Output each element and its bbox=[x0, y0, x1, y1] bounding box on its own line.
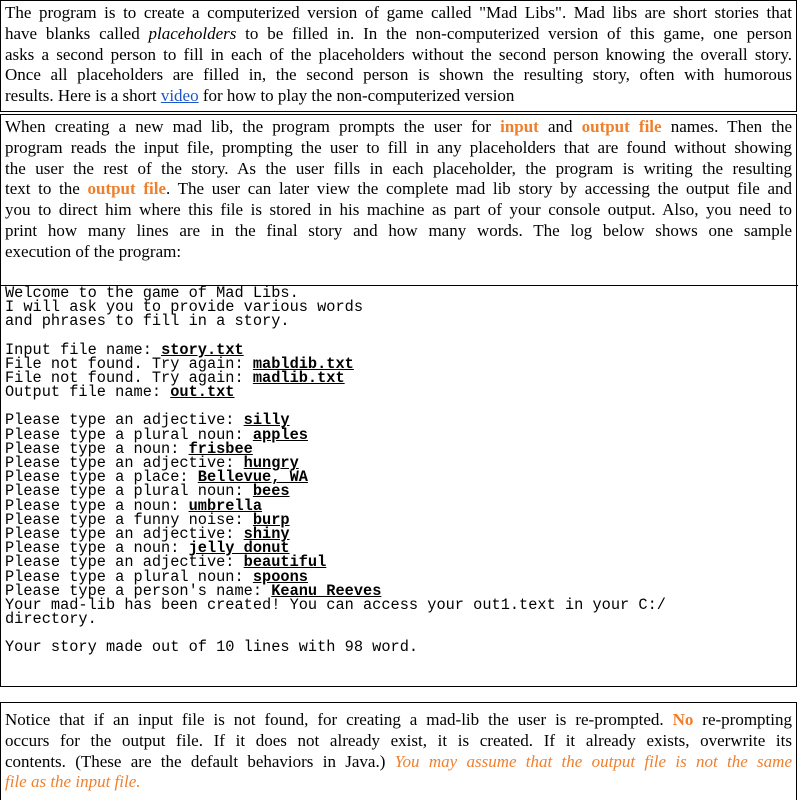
notice-line-3: contents. (These are the default behaviors in Java.) You may assume that the output file is not the same bbox=[5, 751, 792, 771]
log-files: Input file name: story.txt File not found. Try again: mabldib.txt File not found. Try again: madlib.txt Output file name: out.txt bbox=[5, 340, 354, 402]
notice-paragraph bbox=[1, 703, 796, 793]
intro-paragraph bbox=[1, 1, 796, 107]
spec-line-7: execution of the program: bbox=[5, 241, 182, 261]
intro-line-5: results. Here is a short video for how to play the non-computerized version bbox=[5, 86, 515, 106]
log-welcome: Welcome to the game of Mad Libs. I will ask you to provide various words and phrases to fill in a story. bbox=[5, 284, 364, 331]
spec-line-4: text to the output file. The user can later view the complete mad lib story by accessing the output file and bbox=[5, 179, 793, 199]
spec-line-3: the user the rest of the story. As the user fills in each placeholder, the program is writing the resulting bbox=[5, 158, 792, 178]
spec-line-6: print how many lines are in the final story and how many words. The log below shows one sample bbox=[5, 220, 792, 240]
log-answer: out.txt bbox=[170, 383, 235, 402]
log-summary: Your story made out of 10 lines with 98 word. bbox=[5, 638, 419, 657]
input-keyword: input bbox=[500, 117, 539, 136]
output-file-keyword: output file bbox=[581, 117, 662, 136]
sample-log bbox=[1, 285, 798, 688]
spec-line-5: you to direct him where this file is stored in his machine as part of your console output. Also, you need to bbox=[5, 200, 792, 220]
intro-line-3: asks a second person to fill in each of the placeholders without the second person knowing the overall story. bbox=[5, 44, 792, 64]
spec-line-1: When creating a new mad lib, the program prompts the user for input and output file names. Then the bbox=[5, 117, 793, 136]
no-keyword: No bbox=[672, 710, 694, 729]
spec-line-2: program reads the input file, prompting the user to fill in any placeholders that are found without showing bbox=[5, 137, 792, 157]
intro-line-1: The program is to create a computerized version of game called "Mad Libs". Mad libs are short stories that bbox=[5, 3, 792, 22]
log-prompts: Please type an adjective: silly Please type a plural noun: apples Please type a noun: frisbee Please type an adjective: hungry Please type a place: Bellevue, WA Please type a plural noun: bees Please type a noun: umbrella Please type a funny noise: burp Please type an adjective: shiny Please type a noun: jelly donut Please type an adjective: beautiful Please type a plural noun: spoons Please type a person's name: Keanu Reeves Your mad-lib has been created! You can access your out1.text in your C:/ directory. bbox=[5, 411, 666, 629]
assumption-note: You may assume that the output file is not the same bbox=[394, 751, 792, 771]
video-link[interactable]: video bbox=[160, 86, 199, 106]
log-answer: mabldib.txt bbox=[252, 354, 354, 373]
intro-line-4: Once all placeholders are filled in, the second person is shown the resulting story, often with humorous bbox=[5, 65, 792, 85]
notice-box bbox=[0, 702, 797, 800]
log-answer: story.txt bbox=[161, 340, 244, 359]
notice-line-2: occurs for the output file. If it does not already exist, it is created. If it already exists, overwrite its bbox=[5, 730, 792, 750]
intro-box bbox=[0, 0, 797, 112]
output-file-keyword-2: output file bbox=[87, 179, 166, 199]
notice-line-1: Notice that if an input file is not found, for creating a mad-lib the user is re-prompted. No re-prompting bbox=[5, 710, 793, 729]
log-answer: madlib.txt bbox=[252, 369, 345, 388]
placeholders-term: placeholders bbox=[148, 23, 237, 43]
notice-line-4: file as the input file. bbox=[5, 772, 141, 792]
spec-paragraph bbox=[1, 115, 796, 263]
spec-box bbox=[0, 114, 797, 687]
intro-line-2: have blanks called placeholders to be filled in. In the non-computerized version of this game, one person bbox=[5, 23, 792, 43]
